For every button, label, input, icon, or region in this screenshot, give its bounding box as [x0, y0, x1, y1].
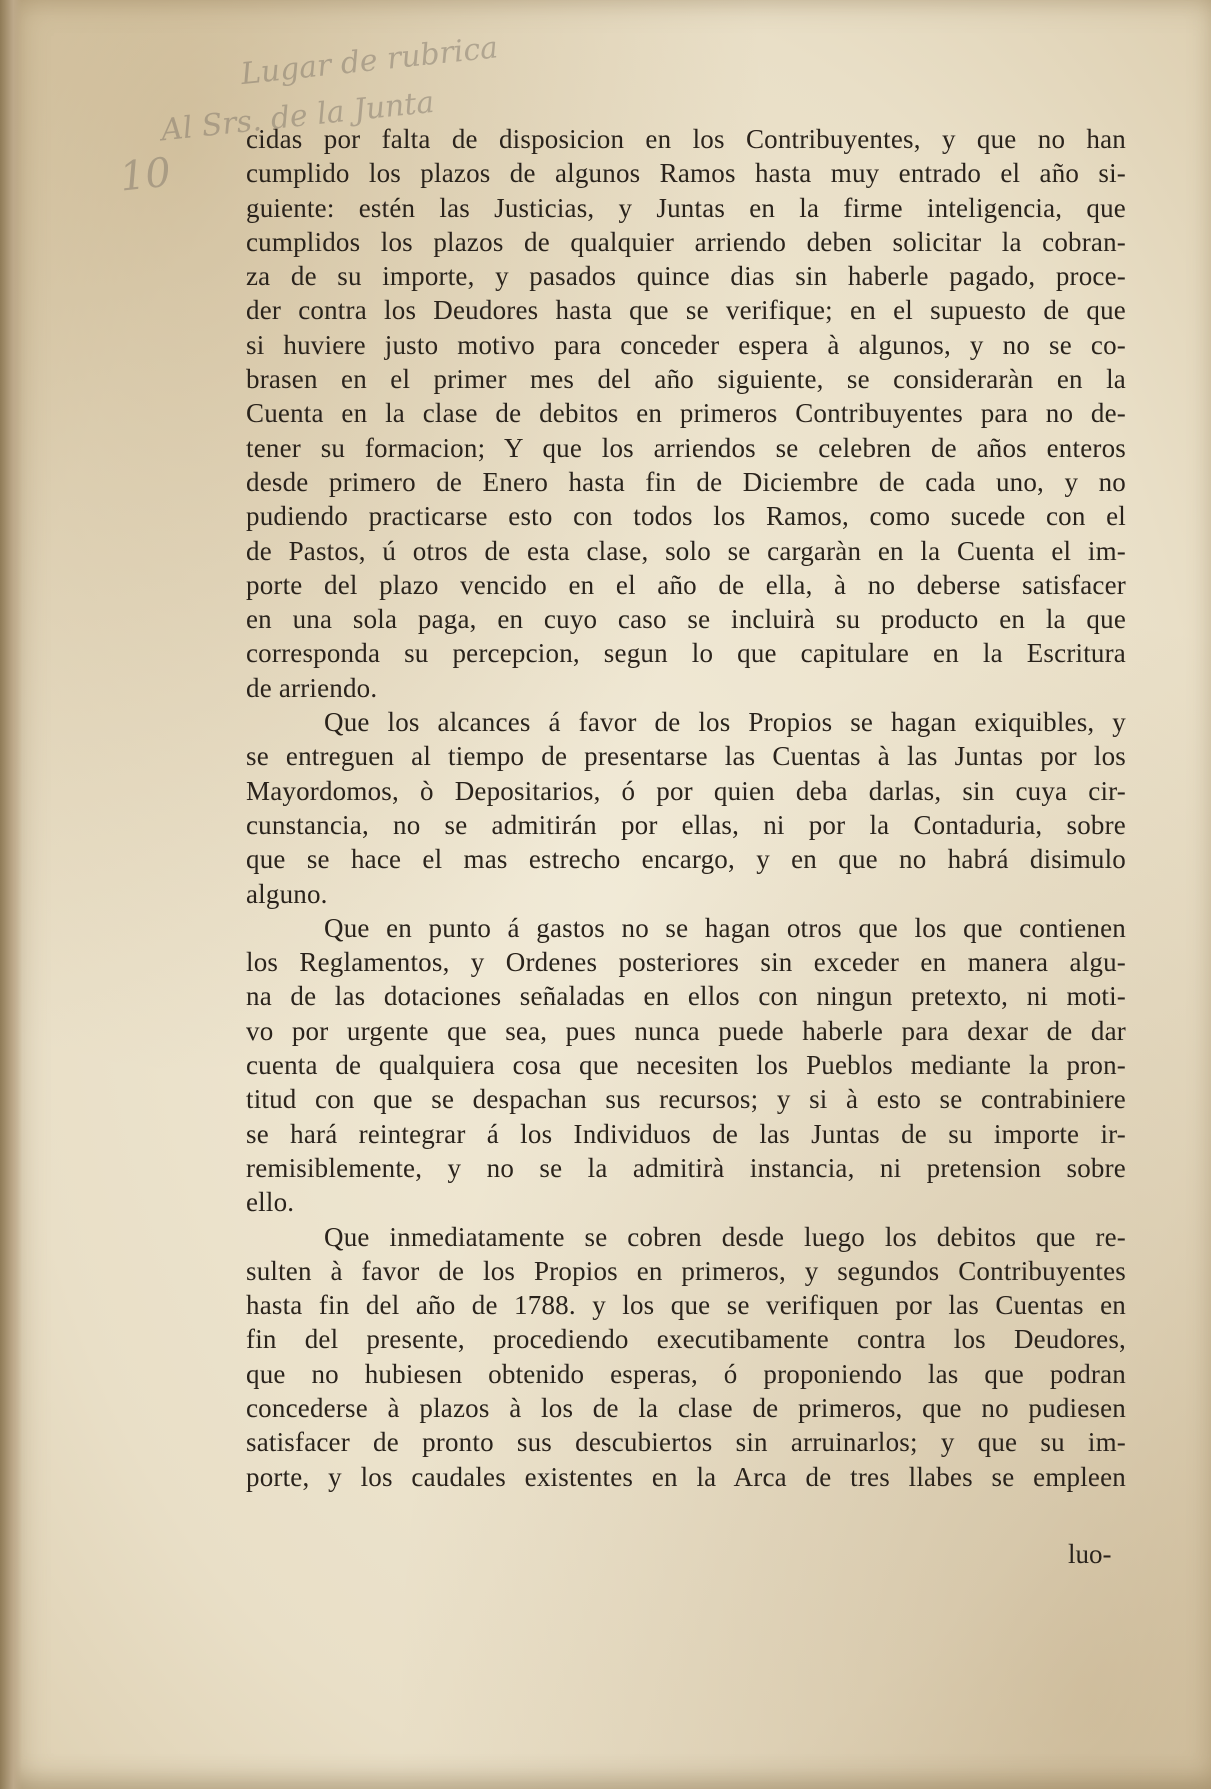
text-line: cidas por falta de disposicion en los Contribuyentes, y que no han [246, 124, 1126, 154]
text-line: Cuenta en la clase de debitos en primeros Contribuyentes para no de- [246, 398, 1126, 429]
text-line: porte, y los caudales existentes en la Arca de tres llabes se empleen [246, 1461, 1126, 1492]
text-line: que se hace el mas estrecho encargo, y en que no habrá disimulo [246, 844, 1126, 875]
text-line: cumplido los plazos de algunos Ramos hasta muy entrado el año si- [246, 158, 1126, 189]
handwritten-note: Lugar de rubrica [239, 30, 500, 93]
text-line: alguno. [246, 878, 328, 909]
text-line: Que en punto á gastos no se hagan otros que los que contienen [324, 912, 1126, 943]
text-line: remisiblemente, y no se la admitirà instancia, ni pretension sobre [246, 1152, 1126, 1183]
text-line: Mayordomos, ò Depositarios, ó por quien deba darlas, sin cuya cir- [246, 775, 1126, 806]
text-line: que no hubiesen obtenido esperas, ó proponiendo las que podran [246, 1358, 1126, 1389]
catchword: luo- [1068, 1539, 1112, 1569]
text-line: hasta fin del año de 1788. y los que se verifiquen por las Cuentas en [246, 1290, 1126, 1321]
text-line: cumplidos los plazos de qualquier arriendo deben solicitar la cobran- [246, 226, 1126, 257]
text-line: pudiendo practicarse esto con todos los Ramos, como sucede con el [246, 501, 1126, 532]
text-line: porte del plazo vencido en el año de ella, à no deberse satisfacer [246, 569, 1126, 600]
text-line: tener su formacion; Y que los arriendos se celebren de años enteros [246, 432, 1126, 463]
text-line: guiente: estén las Justicias, y Juntas en la firme inteligencia, que [246, 192, 1126, 223]
text-line: za de su importe, y pasados quince dias sin haberle pagado, proce- [246, 261, 1126, 292]
text-line: de arriendo. [246, 672, 378, 703]
text-line: concederse à plazos à los de la clase de primeros, que no pudiesen [246, 1392, 1126, 1423]
text-line: na de las dotaciones señaladas en ellos con ningun pretexto, ni moti- [246, 981, 1126, 1012]
text-line: se entreguen al tiempo de presentarse las Cuentas à las Juntas por los [246, 741, 1126, 772]
text-line: los Reglamentos, y Ordenes posteriores sin exceder en manera algu- [246, 947, 1126, 978]
text-line: sulten à favor de los Propios en primeros, y segundos Contribuyentes [246, 1255, 1126, 1286]
text-line: fin del presente, procediendo executibamente contra los Deudores, [246, 1324, 1126, 1355]
text-line: se hará reintegrar á los Individuos de las Juntas de su importe ir- [246, 1118, 1126, 1149]
text-line: si huviere justo motivo para conceder espera à algunos, y no se co- [246, 329, 1126, 360]
text-line: cuenta de qualquiera cosa que necesiten los Pueblos mediante la pron- [246, 1050, 1126, 1081]
text-line: ello. [246, 1187, 295, 1218]
handwritten-page-number: 10 [117, 149, 174, 201]
text-line: Que inmediatamente se cobren desde luego los debitos que re- [324, 1221, 1126, 1252]
text-line: brasen en el primer mes del año siguiente, se consideraràn en la [246, 364, 1126, 395]
text-line: satisfacer de pronto sus descubiertos sin arruinarlos; y que su im- [246, 1427, 1126, 1458]
text-line: en una sola paga, en cuyo caso se incluirà su producto en la que [246, 604, 1126, 635]
body-text [246, 122, 1126, 1494]
text-line: de Pastos, ú otros de esta clase, solo se cargaràn en la Cuenta el im- [246, 535, 1126, 566]
text-line: cunstancia, no se admitirán por ellas, ni por la Contaduria, sobre [246, 809, 1126, 840]
text-line: titud con que se despachan sus recursos; y si à esto se contrabiniere [246, 1084, 1126, 1115]
text-line: Que los alcances á favor de los Propios se hagan exiquibles, y [324, 707, 1126, 738]
text-line: corresponda su percepcion, segun lo que capitulare en la Escritura [246, 638, 1126, 669]
handwritten-note: Al Srs. de la Junta [159, 84, 436, 149]
page-left-edge [0, 0, 22, 1789]
text-line: der contra los Deudores hasta que se verifique; en el supuesto de que [246, 295, 1126, 326]
text-line: desde primero de Enero hasta fin de Diciembre de cada uno, y no [246, 466, 1126, 497]
text-line: vo por urgente que sea, pues nunca puede haberle para dexar de dar [246, 1015, 1126, 1046]
